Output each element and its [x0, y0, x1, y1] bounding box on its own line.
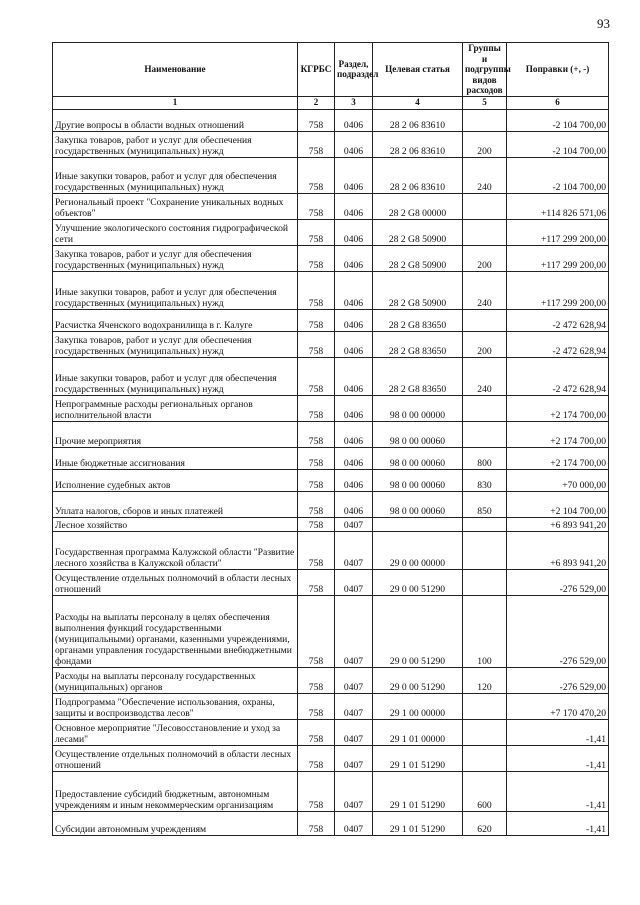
cell-section: 0407 — [335, 771, 373, 811]
table-row — [53, 595, 609, 667]
cell-section: 0407 — [335, 531, 373, 569]
col-number: 4 — [373, 96, 463, 109]
column-number-row — [53, 96, 609, 109]
cell-target: 28 2 G8 50900 — [373, 271, 463, 309]
table-row — [53, 811, 609, 835]
cell-group: 200 — [463, 331, 507, 357]
cell-kgrbs: 758 — [298, 395, 335, 421]
cell-kgrbs: 758 — [298, 517, 335, 531]
table-row — [53, 569, 609, 595]
cell-amount: +2 174 700,00 — [507, 395, 609, 421]
cell-group — [463, 719, 507, 745]
cell-name: Расчистка Яченского водохранилища в г. Калуге — [53, 309, 298, 331]
cell-name: Уплата налогов, сборов и иных платежей — [53, 491, 298, 517]
cell-section: 0407 — [335, 719, 373, 745]
cell-group: 200 — [463, 131, 507, 157]
cell-kgrbs: 758 — [298, 109, 335, 131]
cell-group — [463, 309, 507, 331]
cell-group — [463, 421, 507, 447]
cell-amount: -276 529,00 — [507, 595, 609, 667]
header-kgrbs: КГРБС — [298, 43, 335, 97]
cell-kgrbs: 758 — [298, 357, 335, 395]
cell-name: Иные закупки товаров, работ и услуг для обеспечения государственных (муниципальных) нужд — [53, 271, 298, 309]
cell-kgrbs: 758 — [298, 667, 335, 693]
cell-amount: +2 174 700,00 — [507, 447, 609, 469]
cell-name: Иные бюджетные ассигнования — [53, 447, 298, 469]
col-number: 5 — [463, 96, 507, 109]
table-row — [53, 271, 609, 309]
cell-target: 28 2 06 83610 — [373, 157, 463, 193]
cell-kgrbs: 758 — [298, 421, 335, 447]
header-amendment: Поправки (+, -) — [507, 43, 609, 97]
table-row — [53, 447, 609, 469]
cell-amount: +7 170 470,20 — [507, 693, 609, 719]
cell-section: 0406 — [335, 357, 373, 395]
cell-name: Прочие мероприятия — [53, 421, 298, 447]
cell-section: 0407 — [335, 569, 373, 595]
cell-section: 0406 — [335, 219, 373, 245]
cell-group: 800 — [463, 447, 507, 469]
cell-section: 0406 — [335, 157, 373, 193]
cell-target: 29 0 00 51290 — [373, 595, 463, 667]
cell-section: 0406 — [335, 395, 373, 421]
cell-kgrbs: 758 — [298, 271, 335, 309]
col-number: 1 — [53, 96, 298, 109]
cell-section: 0406 — [335, 447, 373, 469]
cell-amount: -2 472 628,94 — [507, 331, 609, 357]
cell-group: 120 — [463, 667, 507, 693]
cell-group — [463, 219, 507, 245]
cell-amount: +117 299 200,00 — [507, 245, 609, 271]
cell-amount: -2 104 700,00 — [507, 157, 609, 193]
cell-target: 98 0 00 00060 — [373, 469, 463, 491]
cell-target: 28 2 06 83610 — [373, 131, 463, 157]
col-number: 3 — [335, 96, 373, 109]
cell-group: 240 — [463, 357, 507, 395]
table-row — [53, 309, 609, 331]
cell-group — [463, 395, 507, 421]
cell-target: 98 0 00 00000 — [373, 395, 463, 421]
cell-section: 0406 — [335, 193, 373, 219]
cell-target: 28 2 G8 83650 — [373, 331, 463, 357]
cell-section: 0406 — [335, 309, 373, 331]
table-row — [53, 395, 609, 421]
cell-kgrbs: 758 — [298, 157, 335, 193]
cell-target: 98 0 00 00060 — [373, 447, 463, 469]
cell-group — [463, 517, 507, 531]
table-row — [53, 517, 609, 531]
cell-group: 830 — [463, 469, 507, 491]
table-row — [53, 693, 609, 719]
cell-name: Основное мероприятие "Лесовосстановление и уход за лесами" — [53, 719, 298, 745]
cell-kgrbs: 758 — [298, 811, 335, 835]
table-row — [53, 193, 609, 219]
cell-group: 240 — [463, 271, 507, 309]
cell-group — [463, 745, 507, 771]
cell-target: 29 0 00 51290 — [373, 667, 463, 693]
cell-target: 28 2 06 83610 — [373, 109, 463, 131]
table-row — [53, 331, 609, 357]
header-name: Наименование — [53, 43, 298, 97]
cell-group: 850 — [463, 491, 507, 517]
table-row — [53, 131, 609, 157]
cell-name: Расходы на выплаты персоналу государственных (муниципальных) органов — [53, 667, 298, 693]
page-number: 93 — [597, 16, 610, 31]
cell-amount: -1,41 — [507, 771, 609, 811]
cell-kgrbs: 758 — [298, 309, 335, 331]
cell-name: Региональный проект "Сохранение уникальных водных объектов" — [53, 193, 298, 219]
cell-target: 98 0 00 00060 — [373, 421, 463, 447]
budget-amendments-table — [52, 42, 609, 836]
cell-kgrbs: 758 — [298, 469, 335, 491]
cell-amount: -1,41 — [507, 719, 609, 745]
cell-target: 28 2 G8 83650 — [373, 309, 463, 331]
cell-name: Закупка товаров, работ и услуг для обеспечения государственных (муниципальных) нужд — [53, 131, 298, 157]
cell-section: 0406 — [335, 469, 373, 491]
cell-group — [463, 193, 507, 219]
cell-amount: -1,41 — [507, 745, 609, 771]
cell-name: Осуществление отдельных полномочий в области лесных отношений — [53, 745, 298, 771]
cell-amount: +114 826 571,06 — [507, 193, 609, 219]
cell-section: 0407 — [335, 811, 373, 835]
table-row — [53, 219, 609, 245]
table-row — [53, 745, 609, 771]
cell-kgrbs: 758 — [298, 745, 335, 771]
table-row — [53, 157, 609, 193]
cell-name: Другие вопросы в области водных отношений — [53, 109, 298, 131]
cell-section: 0407 — [335, 693, 373, 719]
header-section: Раздел, подраздел — [335, 43, 373, 97]
cell-section: 0406 — [335, 271, 373, 309]
cell-amount: +2 174 700,00 — [507, 421, 609, 447]
table-row — [53, 357, 609, 395]
cell-amount: -2 472 628,94 — [507, 309, 609, 331]
cell-target: 29 0 00 51290 — [373, 569, 463, 595]
header-group: Группы и подгруппы видов расходов — [463, 43, 507, 97]
table-row — [53, 109, 609, 131]
table-body — [53, 109, 609, 835]
cell-group — [463, 569, 507, 595]
cell-kgrbs: 758 — [298, 245, 335, 271]
cell-kgrbs: 758 — [298, 531, 335, 569]
cell-name: Иные закупки товаров, работ и услуг для обеспечения государственных (муниципальных) нужд — [53, 157, 298, 193]
cell-group: 200 — [463, 245, 507, 271]
cell-target: 28 2 G8 83650 — [373, 357, 463, 395]
cell-target: 29 1 01 00000 — [373, 719, 463, 745]
cell-kgrbs: 758 — [298, 491, 335, 517]
cell-amount: +6 893 941,20 — [507, 531, 609, 569]
cell-name: Осуществление отдельных полномочий в области лесных отношений — [53, 569, 298, 595]
cell-amount: +6 893 941,20 — [507, 517, 609, 531]
cell-amount: -2 104 700,00 — [507, 109, 609, 131]
cell-amount: -276 529,00 — [507, 667, 609, 693]
table-row — [53, 491, 609, 517]
cell-amount: +117 299 200,00 — [507, 271, 609, 309]
cell-kgrbs: 758 — [298, 131, 335, 157]
cell-section: 0406 — [335, 421, 373, 447]
cell-group — [463, 531, 507, 569]
cell-target: 29 0 00 00000 — [373, 531, 463, 569]
cell-kgrbs: 758 — [298, 719, 335, 745]
cell-section: 0407 — [335, 667, 373, 693]
header-target: Целевая статья — [373, 43, 463, 97]
cell-group: 620 — [463, 811, 507, 835]
cell-amount: -2 472 628,94 — [507, 357, 609, 395]
cell-amount: +70 000,00 — [507, 469, 609, 491]
cell-group: 600 — [463, 771, 507, 811]
cell-name: Исполнение судебных актов — [53, 469, 298, 491]
cell-section: 0406 — [335, 331, 373, 357]
table-row — [53, 245, 609, 271]
cell-amount: +117 299 200,00 — [507, 219, 609, 245]
cell-amount: +2 104 700,00 — [507, 491, 609, 517]
table-row — [53, 421, 609, 447]
cell-section: 0407 — [335, 595, 373, 667]
cell-name: Государственная программа Калужской области "Развитие лесного хозяйства в Калужской области" — [53, 531, 298, 569]
cell-name: Субсидии автономным учреждениям — [53, 811, 298, 835]
cell-name: Непрограммные расходы региональных органов исполнительной власти — [53, 395, 298, 421]
cell-target: 29 1 01 51290 — [373, 811, 463, 835]
cell-kgrbs: 758 — [298, 569, 335, 595]
cell-target: 28 2 G8 00000 — [373, 193, 463, 219]
cell-target: 98 0 00 00060 — [373, 491, 463, 517]
cell-section: 0407 — [335, 517, 373, 531]
cell-group — [463, 693, 507, 719]
cell-section: 0406 — [335, 491, 373, 517]
cell-section: 0407 — [335, 745, 373, 771]
table-row — [53, 531, 609, 569]
cell-amount: -2 104 700,00 — [507, 131, 609, 157]
cell-group: 100 — [463, 595, 507, 667]
cell-name: Подпрограмма "Обеспечение использования, охраны, защиты и воспроизводства лесов" — [53, 693, 298, 719]
cell-kgrbs: 758 — [298, 771, 335, 811]
cell-target: 29 1 01 51290 — [373, 771, 463, 811]
cell-kgrbs: 758 — [298, 193, 335, 219]
cell-kgrbs: 758 — [298, 595, 335, 667]
cell-kgrbs: 758 — [298, 331, 335, 357]
cell-target: 28 2 G8 50900 — [373, 219, 463, 245]
cell-target — [373, 517, 463, 531]
col-number: 2 — [298, 96, 335, 109]
table-row — [53, 667, 609, 693]
cell-name: Лесное хозяйство — [53, 517, 298, 531]
cell-name: Закупка товаров, работ и услуг для обеспечения государственных (муниципальных) нужд — [53, 331, 298, 357]
cell-group: 240 — [463, 157, 507, 193]
cell-target: 28 2 G8 50900 — [373, 245, 463, 271]
table-row — [53, 469, 609, 491]
cell-section: 0406 — [335, 245, 373, 271]
cell-kgrbs: 758 — [298, 219, 335, 245]
cell-amount: -276 529,00 — [507, 569, 609, 595]
cell-name: Расходы на выплаты персоналу в целях обеспечения выполнения функций государственными (муниципальными) органами, казенными учреждениями, органами управления государственными внебюджетными фондами — [53, 595, 298, 667]
cell-name: Предоставление субсидий бюджетным, автономным учреждениям и иным некоммерческим организациям — [53, 771, 298, 811]
table-row — [53, 771, 609, 811]
cell-amount: -1,41 — [507, 811, 609, 835]
cell-section: 0406 — [335, 109, 373, 131]
cell-target: 29 1 00 00000 — [373, 693, 463, 719]
col-number: 6 — [507, 96, 609, 109]
cell-group — [463, 109, 507, 131]
cell-kgrbs: 758 — [298, 693, 335, 719]
cell-kgrbs: 758 — [298, 447, 335, 469]
cell-name: Улучшение экологического состояния гидрографической сети — [53, 219, 298, 245]
cell-target: 29 1 01 51290 — [373, 745, 463, 771]
table-row — [53, 719, 609, 745]
cell-name: Иные закупки товаров, работ и услуг для обеспечения государственных (муниципальных) нужд — [53, 357, 298, 395]
cell-name: Закупка товаров, работ и услуг для обеспечения государственных (муниципальных) нужд — [53, 245, 298, 271]
cell-section: 0406 — [335, 131, 373, 157]
table-header-row — [53, 43, 609, 97]
